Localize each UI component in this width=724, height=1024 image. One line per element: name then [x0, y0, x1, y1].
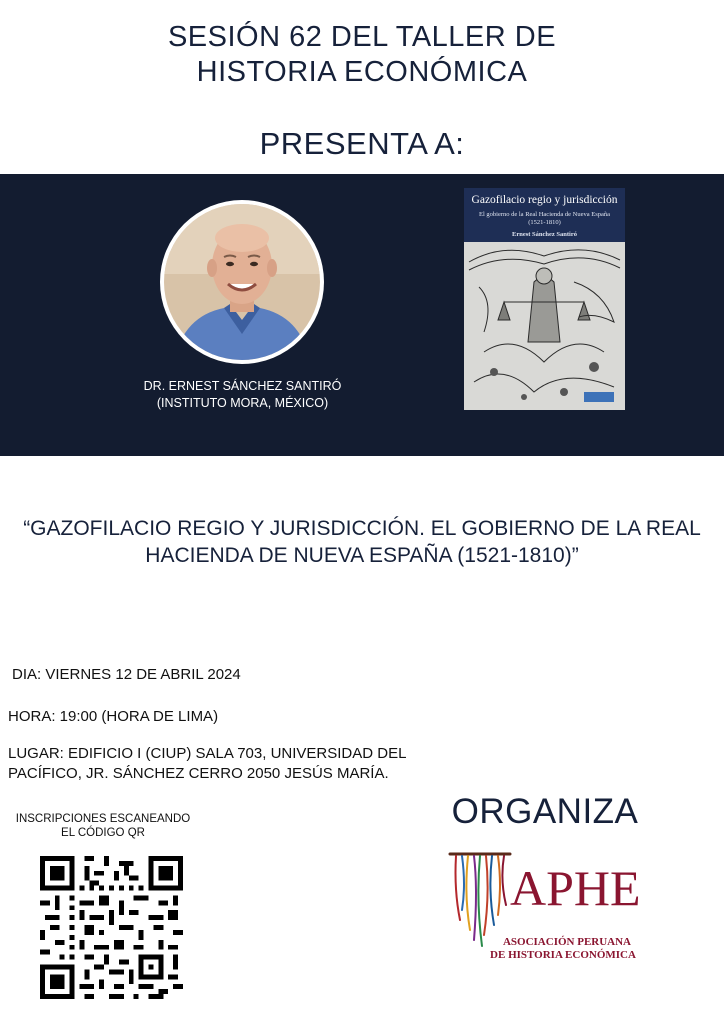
book-cover — [464, 188, 625, 410]
aphe-logo — [448, 850, 641, 965]
registration-qr-code[interactable] — [40, 856, 183, 999]
logo-name-line2: DE HISTORIA ECONÓMICA — [490, 949, 636, 961]
book-engraving-illustration — [464, 242, 625, 410]
event-title-line2: HISTORIA ECONÓMICA — [196, 56, 528, 88]
speaker-photo — [160, 200, 324, 364]
presenta-heading: PRESENTA A: — [259, 126, 465, 161]
logo-name-line1: ASOCIACIÓN PERUANA — [502, 936, 632, 948]
event-time: HORA: 19:00 (HORA DE LIMA) — [8, 708, 219, 725]
threads-icon — [448, 850, 512, 950]
book-cover-title: Gazofilacio regio y jurisdicción — [471, 194, 618, 206]
registration-caption-line1: INSCRIPCIONES ESCANEANDO — [15, 813, 191, 825]
logo-acronym: APHE — [510, 860, 641, 916]
speaker-institution: (INSTITUTO MORA, MÉXICO) — [156, 396, 329, 410]
book-cover-years: (1521-1810) — [528, 219, 561, 226]
registration-caption-line2: EL CÓDIGO QR — [61, 827, 145, 839]
talk-title-line2: HACIENDA DE NUEVA ESPAÑA (1521-1810)” — [145, 544, 579, 567]
event-location-line2: PACÍFICO, JR. SÁNCHEZ CERRO 2050 JESÚS MARÍA. — [8, 765, 389, 782]
book-cover-subtitle: El gobierno de la Real Hacienda de Nueva España — [478, 211, 611, 218]
speaker-name: DR. ERNEST SÁNCHEZ SANTIRÓ — [143, 379, 342, 393]
event-title-line1: SESIÓN 62 DEL TALLER DE — [167, 21, 557, 53]
book-cover-author: Ernest Sánchez Santiró — [512, 231, 577, 238]
event-location-line1: LUGAR: EDIFICIO I (CIUP) SALA 703, UNIVERSIDAD DEL — [8, 745, 407, 762]
talk-title-line1: “GAZOFILACIO REGIO Y JURISDICCIÓN. EL GOBIERNO DE LA REAL — [23, 517, 701, 540]
organizer-heading: ORGANIZA — [451, 792, 639, 831]
event-date: DIA: VIERNES 12 DE ABRIL 2024 — [12, 666, 241, 683]
